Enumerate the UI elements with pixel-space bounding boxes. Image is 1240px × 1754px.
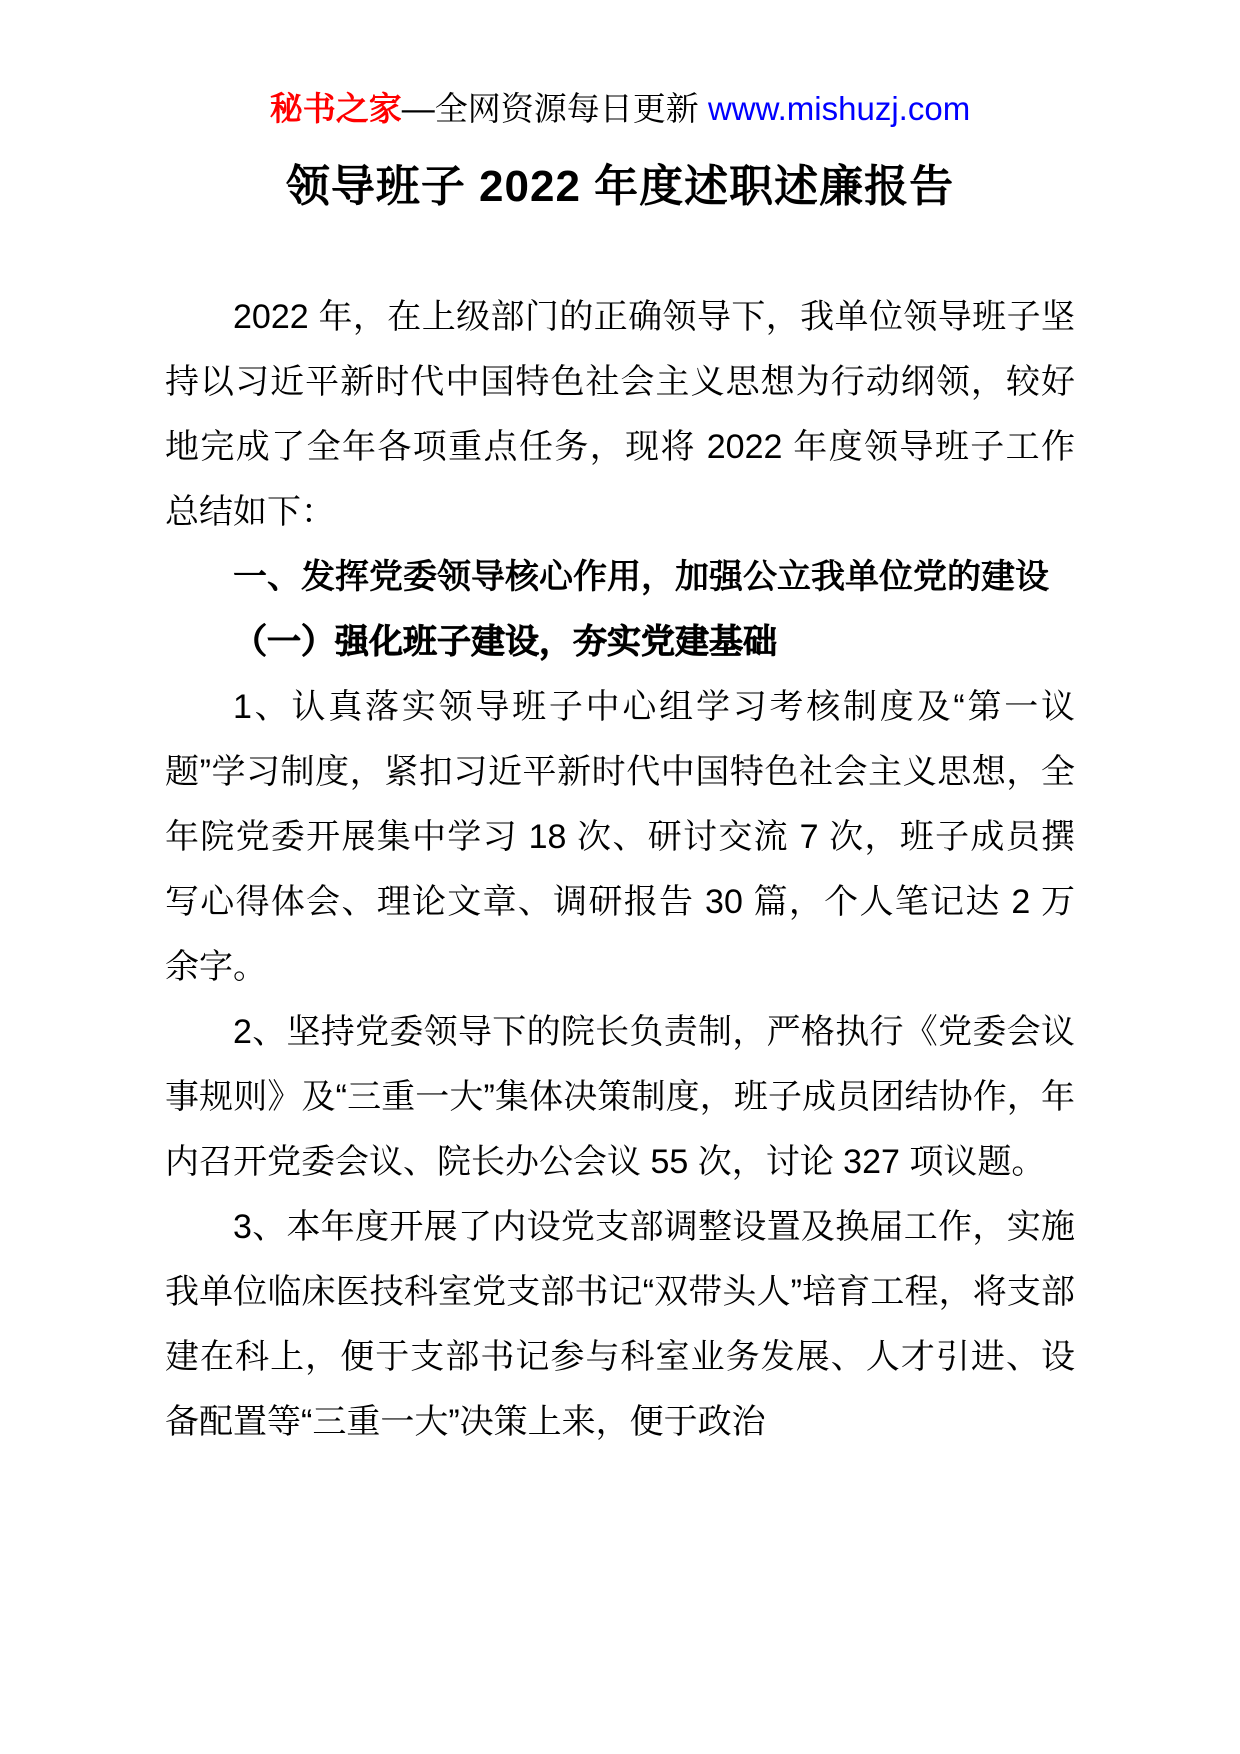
document-body	[165, 285, 1075, 1455]
body-paragraph-intro: 2022 年，在上级部门的正确领导下，我单位领导班子坚持以习近平新时代中国特色社会主义思想为行动纲领，较好地完成了全年各项重点任务，现将 2022 年度领导班子工作总结如下：	[165, 298, 1075, 532]
body-paragraph-item-1: 1、认真落实领导班子中心组学习考核制度及“第一议题”学习制度，紧扣习近平新时代中国特色社会主义思想，全年院党委开展集中学习 18 次、研讨交流 7 次，班子成员撰写心得体会、理论文章、调研报告 30 篇，个人笔记达 2 万余字。	[165, 688, 1075, 987]
brand-name: 秘书之家	[269, 90, 402, 127]
subsection-heading-1-1: （一）强化班子建设，夯实党建基础	[233, 623, 777, 662]
site-banner	[165, 88, 1075, 130]
document-title: 领导班子 2022 年度述职述廉报告	[285, 162, 955, 211]
section-heading-1: 一、发挥党委领导核心作用，加强公立我单位党的建设	[233, 558, 1049, 597]
body-paragraph-item-2: 2、坚持党委领导下的院长负责制，严格执行《党委会议事规则》及“三重一大”集体决策制度，班子成员团结协作，年内召开党委会议、院长办公会议 55 次，讨论 327 项议题。	[165, 1013, 1075, 1182]
banner-tagline: —全网资源每日更新	[401, 90, 708, 127]
body-paragraph-item-3: 3、本年度开展了内设党支部调整设置及换届工作，实施我单位临床医技科室党支部书记“双带头人”培育工程，将支部建在科上，便于支部书记参与科室业务发展、人才引进、设备配置等“三重一大”决策上来，便于政治	[165, 1208, 1075, 1442]
site-url-link[interactable]: www.mishuzj.com	[707, 90, 971, 127]
